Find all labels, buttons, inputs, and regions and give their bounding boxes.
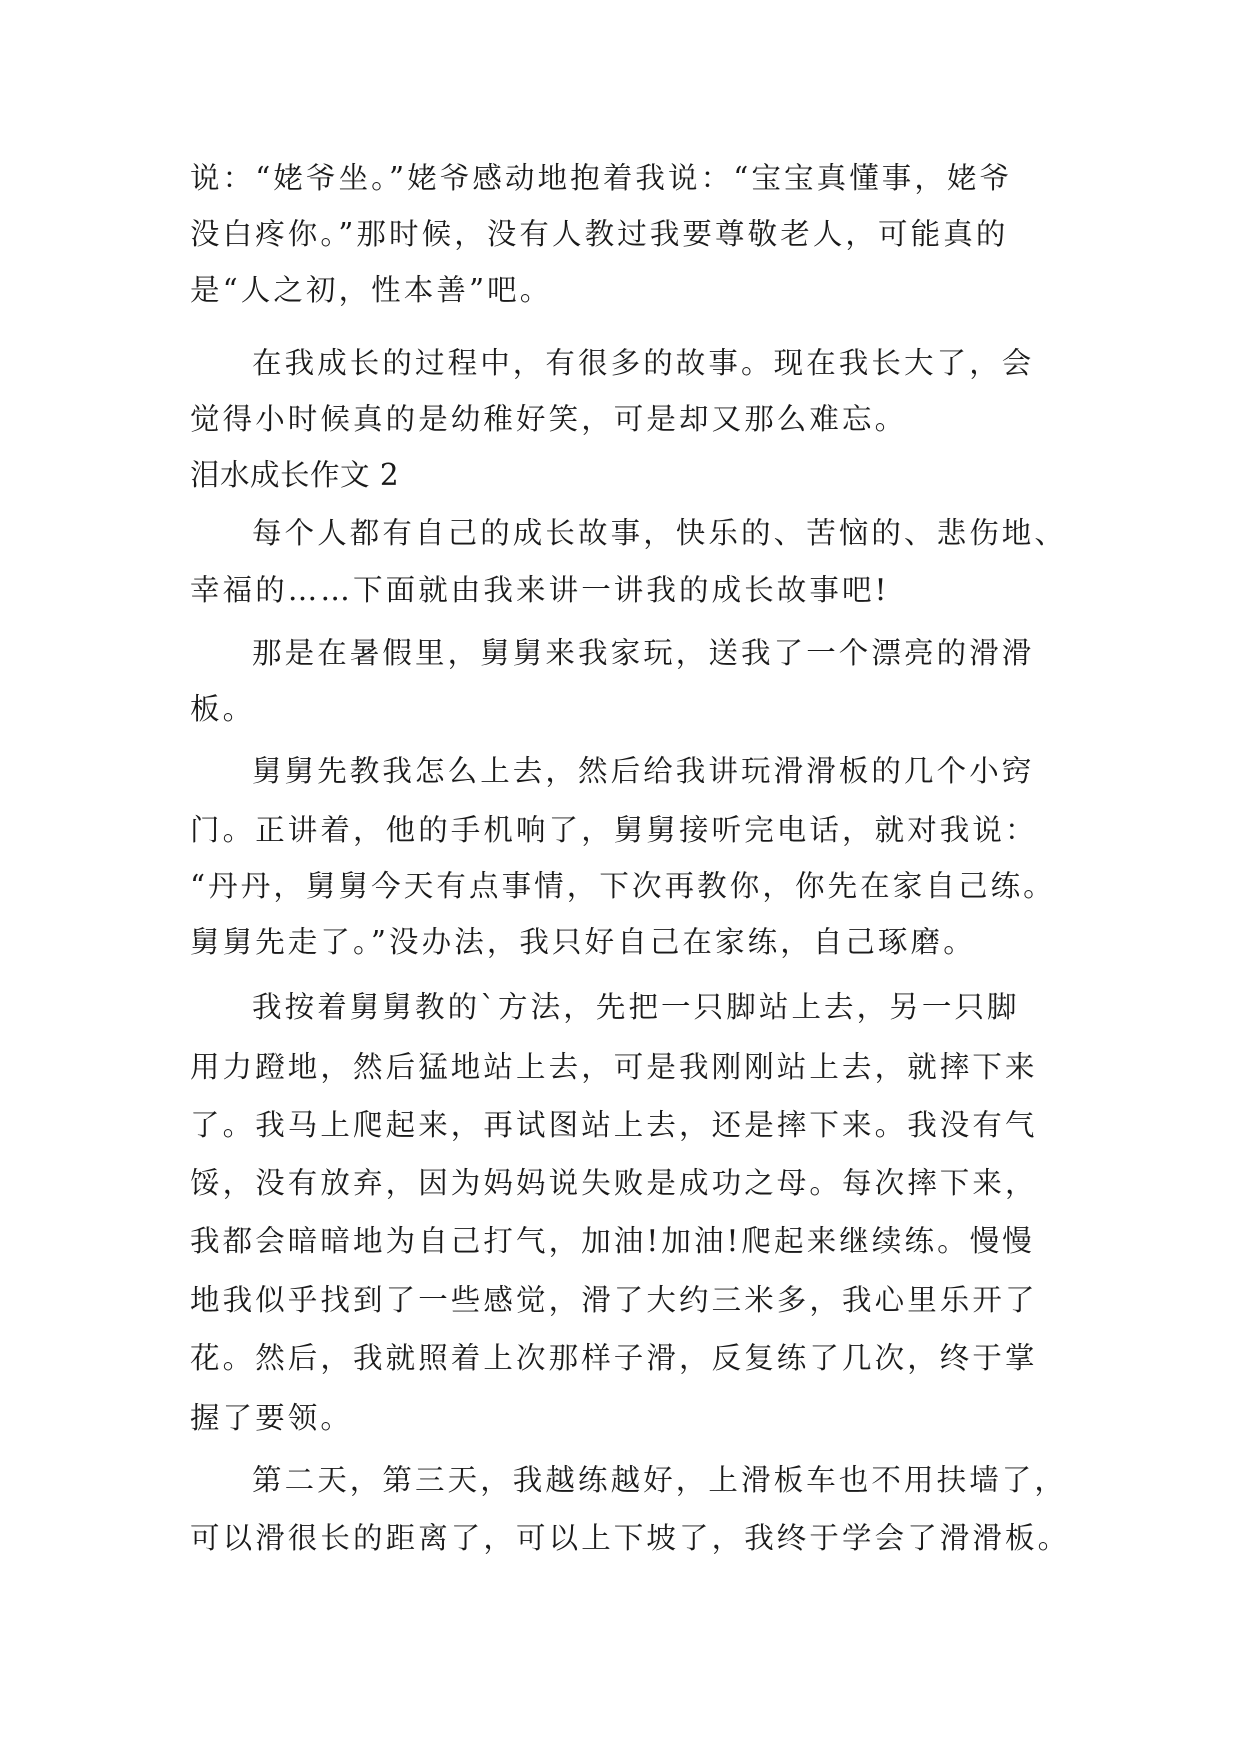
paragraph-first-line: 第二天，第三天，我越练越好，上滑板车也不用扶墙了，: [252, 1463, 1068, 1497]
text-line: 觉得小时候真的是幼稚好笑，可是却又那么难忘。: [190, 402, 908, 436]
paragraph-first-line: 每个人都有自己的成长故事，快乐的、苦恼的、悲伤地、: [252, 516, 1068, 550]
text-line: 是“人之初，性本善”吧。: [190, 273, 553, 307]
text-line: 馁，没有放弃，因为妈妈说失败是成功之母。每次摔下来，: [190, 1166, 1038, 1200]
text-line: “丹丹，舅舅今天有点事情，下次再教你，你先在家自己练。: [190, 869, 1056, 903]
paragraph-first-line: 那是在暑假里，舅舅来我家玩，送我了一个漂亮的滑滑: [252, 636, 1035, 670]
text-line: 握了要领。: [190, 1401, 354, 1435]
text-line: 了。我马上爬起来，再试图站上去，还是摔下来。我没有气: [190, 1108, 1038, 1142]
paragraph-first-line: 舅舅先教我怎么上去，然后给我讲玩滑滑板的几个小窍: [252, 754, 1035, 788]
text-line: 板。: [190, 692, 256, 726]
paragraph-first-line: 我按着舅舅教的`方法，先把一只脚站上去，另一只脚: [252, 990, 1020, 1024]
text-line: 可以滑很长的距离了，可以上下坡了，我终于学会了滑滑板。: [190, 1521, 1071, 1555]
text-line: 我都会暗暗地为自己打气，加油!加油!爬起来继续练。慢慢: [190, 1224, 1035, 1258]
text-line: 说：“姥爷坐。”姥爷感动地抱着我说：“宝宝真懂事，姥爷: [190, 161, 1013, 195]
text-line: 用力蹬地，然后猛地站上去，可是我刚刚站上去，就摔下来: [190, 1050, 1038, 1084]
text-line: 花。然后，我就照着上次那样子滑，反复练了几次，终于掌: [190, 1341, 1038, 1375]
text-line: 幸福的……下面就由我来讲一讲我的成长故事吧!: [190, 573, 890, 607]
essay-title: 泪水成长作文 2: [190, 458, 400, 492]
text-line: 门。正讲着，他的手机响了，舅舅接听完电话，就对我说：: [190, 813, 1038, 847]
paragraph-first-line: 在我成长的过程中，有很多的故事。现在我长大了，会: [252, 346, 1035, 380]
text-line: 没白疼你。”那时候，没有人教过我要尊敬老人，可能真的: [190, 217, 1009, 251]
text-line: 舅舅先走了。”没办法，我只好自己在家练，自己琢磨。: [190, 925, 976, 959]
text-line: 地我似乎找到了一些感觉，滑了大约三米多，我心里乐开了: [190, 1283, 1038, 1317]
